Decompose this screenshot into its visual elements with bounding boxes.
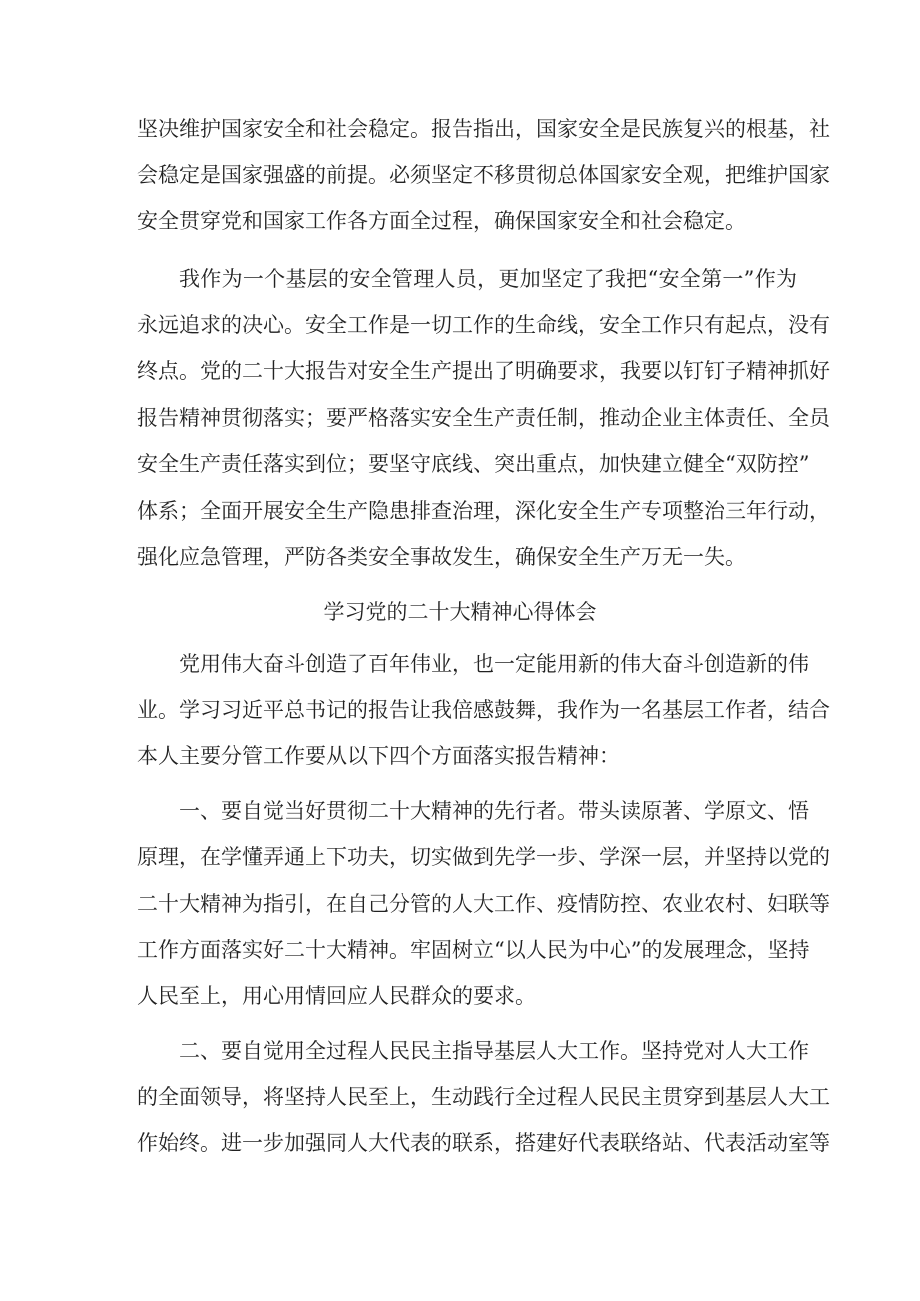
paragraph-line: 业。学习习近平总书记的报告让我倍感鼓舞，我作为一名基层工作者，结合: [137, 698, 830, 722]
paragraph-line: 的全面领导，将坚持人民至上，生动践行全过程人民民主贯穿到基层人大工: [137, 1085, 830, 1109]
paragraph-line: 安全贯穿党和国家工作各方面全过程，确保国家安全和社会稳定。: [137, 209, 746, 233]
paragraph-line: 报告精神贯彻落实；要严格落实安全生产责任制，推动企业主体责任、全员: [137, 406, 830, 430]
paragraph-line: 一、要自觉当好贯彻二十大精神的先行者。带头读原著、学原文、悟: [179, 799, 809, 823]
paragraph-line: 党用伟大奋斗创造了百年伟业，也一定能用新的伟大奋斗创造新的伟: [179, 652, 809, 676]
paragraph-line: 作始终。进一步加强同人大代表的联系，搭建好代表联络站、代表活动室等: [137, 1131, 830, 1155]
paragraph-line: 工作方面落实好二十大精神。牢固树立“以人民为中心”的发展理念，坚持: [137, 938, 810, 962]
paragraph-line: 终点。党的二十大报告对安全生产提出了明确要求，我要以钉钉子精神抓好: [137, 359, 830, 383]
paragraph-line: 人民至上，用心用情回应人民群众的要求。: [137, 984, 536, 1008]
paragraph-line: 二、要自觉用全过程人民民主指导基层人大工作。坚持党对人大工作: [179, 1039, 809, 1063]
paragraph-line: 会稳定是国家强盛的前提。必须坚定不移贯彻总体国家安全观，把维护国家: [137, 163, 830, 187]
paragraph-line: 二十大精神为指引，在自己分管的人大工作、疫情防控、农业农村、妇联等: [137, 892, 830, 916]
paragraph-line: 强化应急管理，严防各类安全事故发生，确保安全生产万无一失。: [137, 545, 746, 569]
section-title: 学习党的二十大精神心得体会: [323, 600, 597, 624]
paragraph-line: 原理，在学懂弄通上下功夫，切实做到先学一步、学深一层，并坚持以党的: [137, 845, 830, 869]
paragraph-line: 永远追求的决心。安全工作是一切工作的生命线，安全工作只有起点，没有: [137, 313, 830, 337]
paragraph-line: 本人主要分管工作要从以下四个方面落实报告精神：: [137, 744, 620, 768]
paragraph-line: 体系；全面开展安全生产隐患排查治理，深化安全生产专项整治三年行动，: [137, 499, 830, 523]
paragraph-line: 安全生产责任落实到位；要坚守底线、突出重点，加快建立健全“双防控”: [137, 452, 810, 476]
paragraph-line: 我作为一个基层的安全管理人员，更加坚定了我把“安全第一”作为: [179, 267, 797, 291]
paragraph-line: 坚决维护国家安全和社会稳定。报告指出，国家安全是民族复兴的根基，社: [137, 117, 830, 141]
